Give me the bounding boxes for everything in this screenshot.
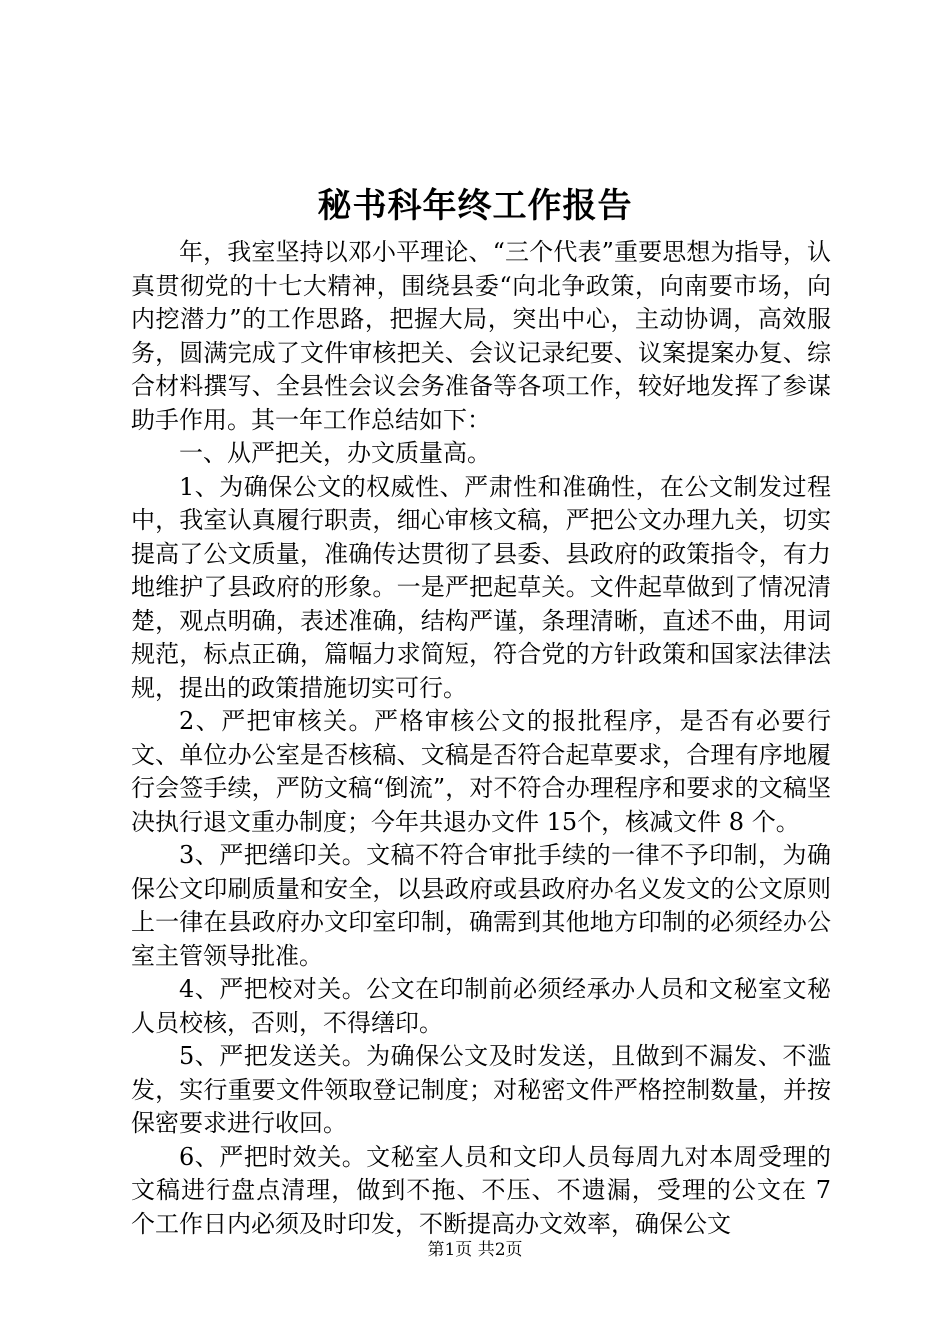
page-footer: 第1页 共2页 <box>427 1240 523 1260</box>
paragraph-item-6: 6、严把时效关。文秘室人员和文印人员每周九对本周受理的文稿进行盘点清理，做到不拖、不压、不遗漏，受理的公文在 7 个工作日内必须及时印发，不断提高办文效率，确保公文 <box>131 1142 831 1238</box>
paragraph-item-1: 1、为确保公文的权威性、严肃性和准确性，在公文制发过程中，我室认真履行职责，细心审核文稿，严把公文办理九关，切实提高了公文质量，准确传达贯彻了县委、县政府的政策指令，有力地维护了县政府的形象。一是严把起草关。文件起草做到了情况清楚，观点明确，表述准确，结构严谨，条理清晰，直述不曲，用词规范，标点正确，篇幅力求简短，符合党的方针政策和国家法律法规，提出的政策措施切实可行。 <box>131 472 831 702</box>
paragraph-item-5: 5、严把发送关。为确保公文及时发送，且做到不漏发、不滥发，实行重要文件领取登记制度；对秘密文件严格控制数量，并按保密要求进行收回。 <box>131 1042 831 1137</box>
paragraph-item-3: 3、严把缮印关。文稿不符合审批手续的一律不予印制，为确保公文印刷质量和安全，以县政府或县政府办名义发文的公文原则上一律在县政府办文印室印制，确需到其他地方印制的必须经办公室主管领导批准。 <box>131 841 831 970</box>
document-title: 秘书科年终工作报告 <box>317 186 633 226</box>
paragraph-intro: 年，我室坚持以邓小平理论、“三个代表”重要思想为指导，认真贯彻党的十七大精神，围绕县委“向北争政策，向南要市场，向内挖潜力”的工作思路，把握大局，突出中心，主动协调，高效服务，圆满完成了文件审核把关、会议记录纪要、议案提案办复、综合材料撰写、全县性会议会务准备等各项工作，较好地发挥了参谋助手作用。其一年工作总结如下： <box>131 238 831 434</box>
paragraph-item-2: 2、严把审核关。严格审核公文的报批程序，是否有必要行文、单位办公室是否核稿、文稿是否符合起草要求，合理有序地履行会签手续，严防文稿“倒流”，对不符合办理程序和要求的文稿坚决执行退文重办制度；今年共退办文件 15个，核减文件 8 个。 <box>131 707 831 836</box>
document-body <box>131 236 831 1241</box>
paragraph-item-4: 4、严把校对关。公文在印制前必须经承办人员和文秘室文秘人员校核，否则，不得缮印。 <box>131 975 831 1037</box>
section-heading-1: 一、从严把关，办文质量高。 <box>179 439 491 467</box>
